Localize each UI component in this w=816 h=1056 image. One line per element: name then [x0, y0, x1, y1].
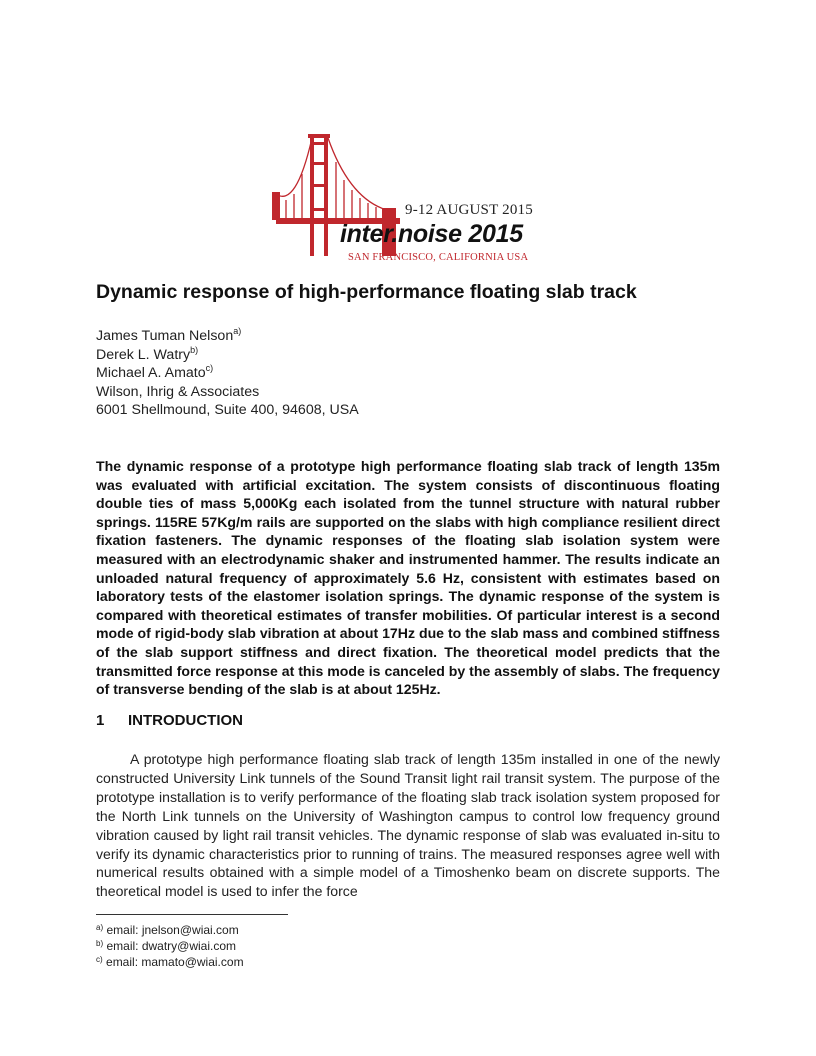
footnote	[96, 938, 244, 954]
section-heading	[96, 712, 243, 729]
footnote-mark: a)	[96, 923, 104, 932]
author-line	[96, 364, 359, 383]
conference-logo	[272, 128, 544, 268]
conference-name: inter.noise 2015	[340, 220, 523, 248]
author-line	[96, 327, 359, 346]
author-footnote-mark: b)	[190, 344, 199, 355]
section-title: INTRODUCTION	[128, 712, 243, 729]
abstract: The dynamic response of a prototype high performance floating slab track of length 135m was evaluated with artificial excitation. The system consists of discontinuous floating double ties of mass 5,000Kg each isolated from the tunnel structure with natural rubber springs. 115RE 57Kg/m rails are supported on the slabs with high compliance resilient direct fixation fasteners. The dynamic responses of the floating slab isolation system were measured with an electrodynamic shaker and instrumented hammer. The results indicate an unloaded natural frequency of approximately 5.6 Hz, consistent with estimates based on laboratory tests of the elastomer isolation springs. The dynamic response of the system is compared with theoretical estimates of transfer mobilities. Of particular interest is a second mode of rigid-body slab vibration at about 17Hz due to the slab mass and combined stiffness of the slab support stiffness and direct fixation. The theoretical model predicts that the transmitted force response at this mode is canceled by the assembly of slabs. The frequency of transverse bending of the slab is at about 125Hz.	[96, 458, 720, 698]
author-name: James Tuman Nelson	[96, 328, 234, 344]
footnote-divider	[96, 914, 288, 915]
footnote-mark: c)	[96, 955, 103, 964]
introduction-paragraph: A prototype high performance floating slab track of length 135m installed in one of the newly constructed University Link tunnels of the Sound Transit light rail transit system. The purpose of the prototype installation is to verify performance of the floating slab track isolation system proposed for the North Link tunnels on the University of Washington campus to control low frequency ground vibration caused by light rail transit vehicles. The dynamic response of slab was evaluated in-situ to verify its dynamic characteristics prior to running of trains. The measured responses agree well with numerical results obtained with a simple model of a Timoshenko beam on discrete supports. The theoretical model is used to infer the force	[96, 751, 720, 900]
author-name: Derek L. Watry	[96, 346, 191, 363]
section-number: 1	[96, 712, 105, 729]
footnotes	[96, 922, 244, 970]
conference-date: 9-12 AUGUST 2015	[405, 202, 533, 218]
address: 6001 Shellmound, Suite 400, 94608, USA	[96, 402, 359, 418]
footnote	[96, 922, 244, 938]
author-block	[96, 327, 359, 420]
affiliation: Wilson, Ihrig & Associates	[96, 383, 260, 400]
author-footnote-mark: c)	[205, 363, 214, 373]
author-name: Michael A. Amato	[96, 365, 206, 381]
author-footnote-mark: a)	[233, 326, 242, 336]
paper-title: Dynamic response of high-performance floating slab track	[96, 281, 637, 303]
author-line	[96, 346, 359, 365]
conference-location: SAN FRANCISCO, CALIFORNIA USA	[348, 252, 529, 263]
footnote-mark: b)	[96, 939, 104, 948]
footnote	[96, 954, 244, 970]
footnote-email: email: dwatry@wiai.com	[106, 939, 237, 953]
footnote-email: email: mamato@wiai.com	[106, 955, 244, 969]
footnote-email: email: jnelson@wiai.com	[106, 923, 239, 937]
